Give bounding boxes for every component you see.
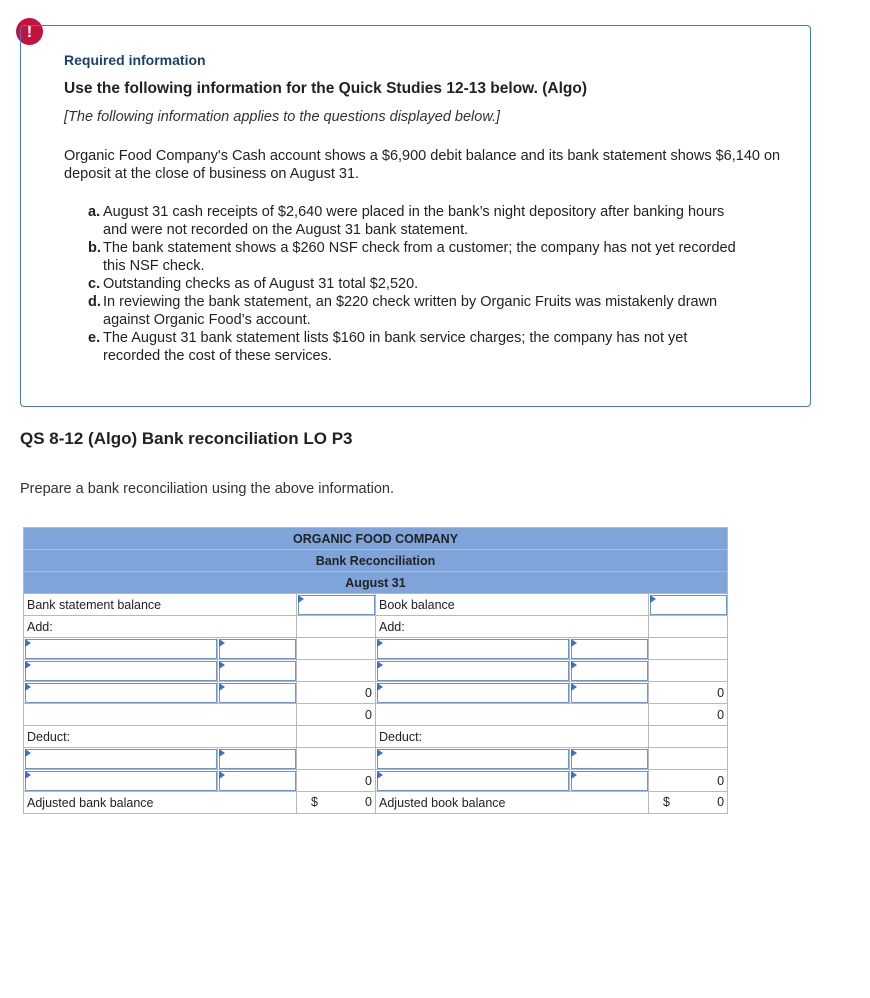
bank-add-desc-input[interactable] — [24, 682, 218, 704]
book-add-desc-input[interactable] — [376, 638, 570, 660]
info-note: [The following information applies to the questions displayed below.] — [64, 109, 501, 125]
alert-icon: ! — [16, 18, 43, 45]
book-add-subtotal: 0 — [649, 682, 728, 704]
book-balance-input[interactable] — [649, 594, 728, 616]
bank-add-amount-input[interactable] — [218, 660, 297, 682]
bank-deduct-label: Deduct: — [24, 726, 297, 748]
book-deduct-desc-input[interactable] — [376, 748, 570, 770]
book-deduct-label: Deduct: — [376, 726, 649, 748]
list-item: c. Outstanding checks as of August 31 total $2,520. — [88, 276, 419, 292]
info-title: Required information — [64, 52, 206, 68]
adjusted-book-value: 0 — [717, 795, 725, 809]
bank-add-amount-input[interactable] — [218, 638, 297, 660]
report-date: August 31 — [24, 572, 728, 594]
adjusted-bank-balance — [297, 792, 376, 814]
bank-reconciliation-table — [23, 527, 728, 814]
book-add-desc-input[interactable] — [376, 682, 570, 704]
bank-deduct-desc-input[interactable] — [24, 770, 218, 792]
adjusted-book-balance-label: Adjusted book balance — [376, 792, 649, 814]
report-title: Bank Reconciliation — [24, 550, 728, 572]
book-add-amount-input[interactable] — [570, 660, 649, 682]
info-paragraph: Organic Food Company's Cash account shows a $6,900 debit balance and its bank statement shows $6,140 on deposit at the close of business on August 31. — [64, 148, 781, 182]
bank-add-desc-input[interactable] — [24, 638, 218, 660]
required-information-box — [20, 25, 811, 407]
bank-add-amount-input[interactable] — [218, 682, 297, 704]
bank-add-label: Add: — [24, 616, 297, 638]
book-balance-label: Book balance — [376, 594, 649, 616]
bank-deduct-amount-input[interactable] — [218, 748, 297, 770]
book-add-desc-input[interactable] — [376, 660, 570, 682]
bank-deduct-subtotal: 0 — [297, 770, 376, 792]
list-item: e. The August 31 bank statement lists $160 in bank service charges; the company has not yet recorded the cost of these services. — [88, 330, 688, 364]
bank-add-desc-input[interactable] — [24, 660, 218, 682]
dollar-sign: $ — [311, 795, 318, 809]
bank-deduct-amount-input[interactable] — [218, 770, 297, 792]
book-add-label: Add: — [376, 616, 649, 638]
info-list — [88, 203, 748, 365]
bank-deduct-desc-input[interactable] — [24, 748, 218, 770]
book-add-amount-input[interactable] — [570, 638, 649, 660]
dollar-sign: $ — [663, 795, 670, 809]
info-heading: Use the following information for the Quick Studies 12-13 below. (Algo) — [64, 80, 588, 97]
adjusted-bank-value: 0 — [365, 795, 372, 809]
adjusted-bank-balance-label: Adjusted bank balance — [24, 792, 297, 814]
list-item: d. In reviewing the bank statement, an $220 check written by Organic Fruits was mistakenly drawn against Organic Food’s account. — [88, 294, 718, 328]
book-deduct-amount-input[interactable] — [570, 748, 649, 770]
book-deduct-amount-input[interactable] — [570, 770, 649, 792]
bank-statement-balance-input[interactable] — [297, 594, 376, 616]
adjusted-book-balance — [649, 792, 728, 814]
book-deduct-subtotal: 0 — [649, 770, 728, 792]
bank-add-subtotal: 0 — [297, 682, 376, 704]
question-title: QS 8-12 (Algo) Bank reconciliation LO P3 — [20, 429, 353, 448]
list-item: b. The bank statement shows a $260 NSF check from a customer; the company has not yet recorded this NSF check. — [88, 240, 736, 274]
bank-add-total: 0 — [297, 704, 376, 726]
company-name: ORGANIC FOOD COMPANY — [24, 528, 728, 550]
book-deduct-desc-input[interactable] — [376, 770, 570, 792]
book-add-amount-input[interactable] — [570, 682, 649, 704]
book-add-total: 0 — [649, 704, 728, 726]
question-instruction: Prepare a bank reconciliation using the above information. — [20, 481, 395, 497]
bank-statement-balance-label: Bank statement balance — [24, 594, 297, 616]
list-item: a. August 31 cash receipts of $2,640 were placed in the bank’s night depository after banking hours and were not recorded on the August 31 bank statement. — [88, 204, 725, 238]
